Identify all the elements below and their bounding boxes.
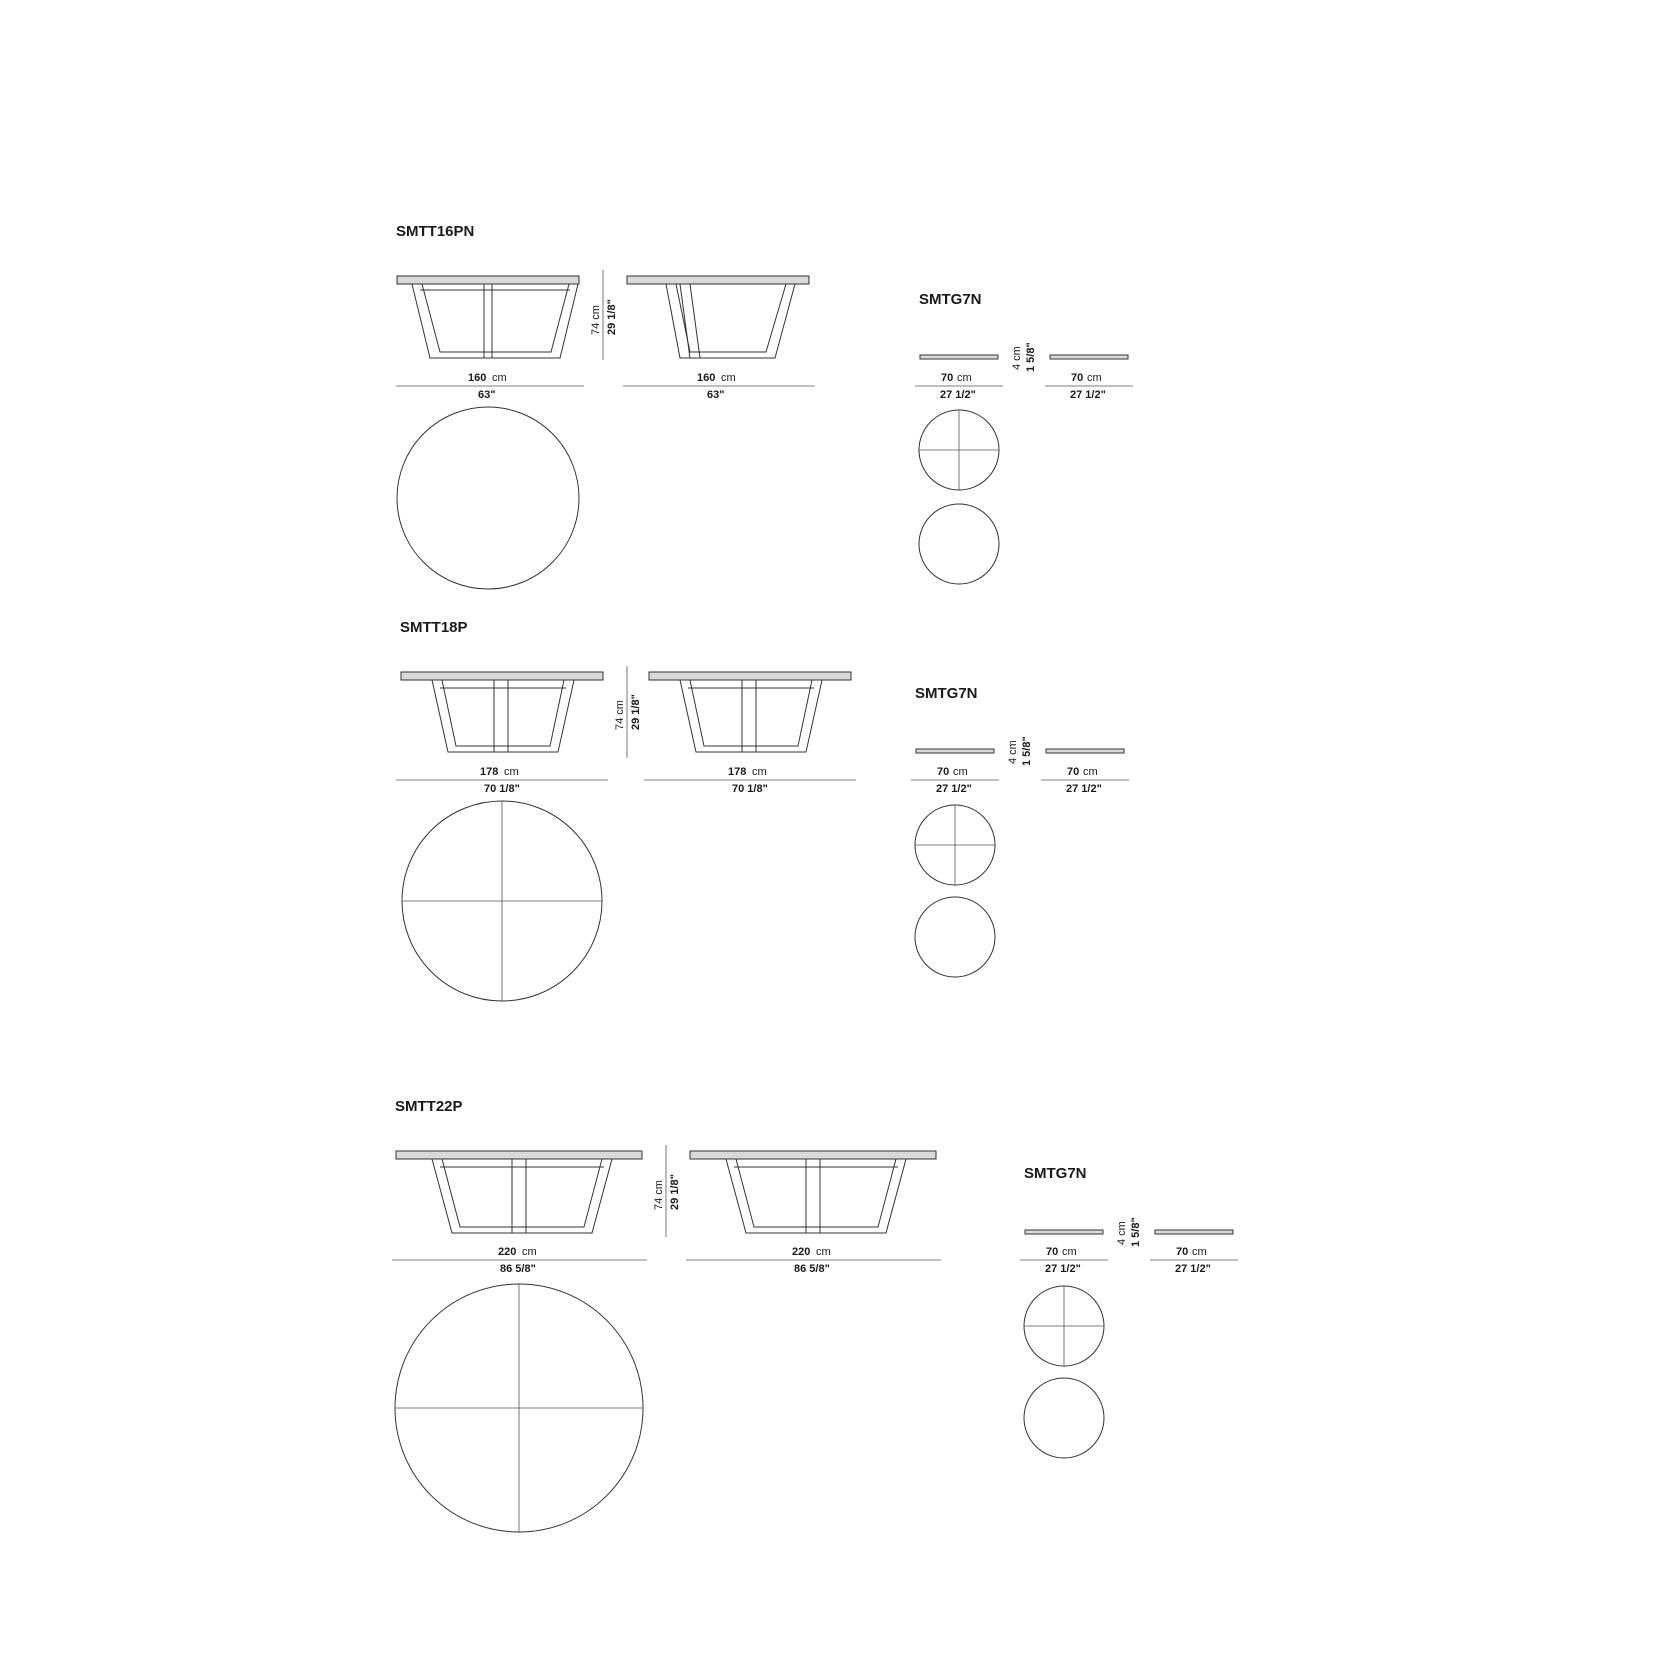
tray-top-view <box>915 805 995 885</box>
table-side-view <box>397 276 579 358</box>
table-side-view <box>627 276 809 358</box>
tray-group <box>1020 1165 1238 1458</box>
section-smtt18p <box>396 619 1129 1001</box>
tray-side-view <box>920 355 998 359</box>
tray-width-cm-value: 70 <box>937 766 950 778</box>
tray-width-cm-unit: cm <box>1087 372 1102 384</box>
tray-height-in-label: 1 5/8" <box>1130 1217 1142 1247</box>
height-in-label: 29 1/8" <box>669 1174 681 1210</box>
width-cm-unit: cm <box>721 372 736 384</box>
tray-width-in-label: 27 1/2" <box>1175 1263 1211 1275</box>
width-cm-unit: cm <box>816 1246 831 1258</box>
width-cm-unit: cm <box>492 372 507 384</box>
section-smtt16pn <box>396 223 1133 589</box>
tray-width-cm-value: 70 <box>941 372 954 384</box>
tray-width-in-label: 27 1/2" <box>936 783 972 795</box>
tray-top-view <box>919 410 999 490</box>
tray-width-cm-unit: cm <box>953 766 968 778</box>
height-cm-label: 74 cm <box>614 700 626 730</box>
tray-width-cm-unit: cm <box>957 372 972 384</box>
tray-group <box>915 291 1133 584</box>
tray-width-cm-value: 70 <box>1071 372 1084 384</box>
table-top-view <box>397 407 579 589</box>
tray-width-cm-unit: cm <box>1192 1246 1207 1258</box>
tray-width-cm-value: 70 <box>1046 1246 1059 1258</box>
width-dimension <box>623 372 815 401</box>
height-in-label: 29 1/8" <box>606 299 618 335</box>
tray-width-cm-value: 70 <box>1176 1246 1189 1258</box>
tray-code: SMTG7N <box>915 685 978 702</box>
tray-side-view <box>916 749 994 753</box>
height-dimension <box>614 666 642 758</box>
tray-bottom-view <box>1024 1378 1104 1458</box>
width-cm-value: 160 <box>468 372 487 384</box>
tray-side-view <box>1155 1230 1233 1234</box>
tray-height-cm-label: 4 cm <box>1116 1221 1128 1245</box>
tray-bottom-view <box>919 504 999 584</box>
tray-top-view <box>1024 1286 1104 1366</box>
tray-width-in-label: 27 1/2" <box>1066 783 1102 795</box>
tray-code: SMTG7N <box>919 291 982 308</box>
table-side-view <box>401 672 603 752</box>
tray-code: SMTG7N <box>1024 1165 1087 1182</box>
table-code: SMTT18P <box>400 619 468 636</box>
tray-height-cm-label: 4 cm <box>1007 740 1019 764</box>
height-dimension <box>590 270 618 360</box>
width-in-label: 70 1/8" <box>732 783 768 795</box>
tray-width-in-label: 27 1/2" <box>1070 389 1106 401</box>
width-in-label: 86 5/8" <box>794 1263 830 1275</box>
tray-width-cm-unit: cm <box>1083 766 1098 778</box>
height-in-label: 29 1/8" <box>630 694 642 730</box>
table-code: SMTT22P <box>395 1098 463 1115</box>
width-in-label: 86 5/8" <box>500 1263 536 1275</box>
table-side-view <box>649 672 851 752</box>
width-in-label: 63" <box>478 389 496 401</box>
tray-side-view <box>1050 355 1128 359</box>
width-in-label: 63" <box>707 389 725 401</box>
height-cm-label: 74 cm <box>653 1180 665 1210</box>
height-cm-label: 74 cm <box>590 305 602 335</box>
width-cm-unit: cm <box>504 766 519 778</box>
width-dimension <box>686 1246 941 1275</box>
width-cm-unit: cm <box>752 766 767 778</box>
tray-height-in-label: 1 5/8" <box>1025 342 1037 372</box>
table-code: SMTT16PN <box>396 223 475 240</box>
section-smtt22p <box>392 1098 1238 1532</box>
width-in-label: 70 1/8" <box>484 783 520 795</box>
table-side-view <box>396 1151 642 1233</box>
width-cm-value: 178 <box>728 766 747 778</box>
width-dimension <box>396 766 608 795</box>
width-dimension <box>392 1246 647 1275</box>
tray-bottom-view <box>915 897 995 977</box>
tray-width-cm-unit: cm <box>1062 1246 1077 1258</box>
table-top-view <box>402 801 602 1001</box>
tray-group <box>911 685 1129 977</box>
table-side-view <box>690 1151 936 1233</box>
tray-width-cm-value: 70 <box>1067 766 1080 778</box>
tray-side-view <box>1025 1230 1103 1234</box>
tray-height-in-label: 1 5/8" <box>1021 736 1033 766</box>
tray-width-in-label: 27 1/2" <box>1045 1263 1081 1275</box>
width-dimension <box>396 372 584 401</box>
width-cm-value: 220 <box>792 1246 811 1258</box>
width-dimension <box>644 766 856 795</box>
tray-side-view <box>1046 749 1124 753</box>
width-cm-value: 160 <box>697 372 716 384</box>
tray-width-in-label: 27 1/2" <box>940 389 976 401</box>
width-cm-value: 220 <box>498 1246 517 1258</box>
table-top-view <box>395 1284 643 1532</box>
width-cm-unit: cm <box>522 1246 537 1258</box>
width-cm-value: 178 <box>480 766 499 778</box>
height-dimension <box>653 1145 681 1237</box>
tray-height-cm-label: 4 cm <box>1011 346 1023 370</box>
